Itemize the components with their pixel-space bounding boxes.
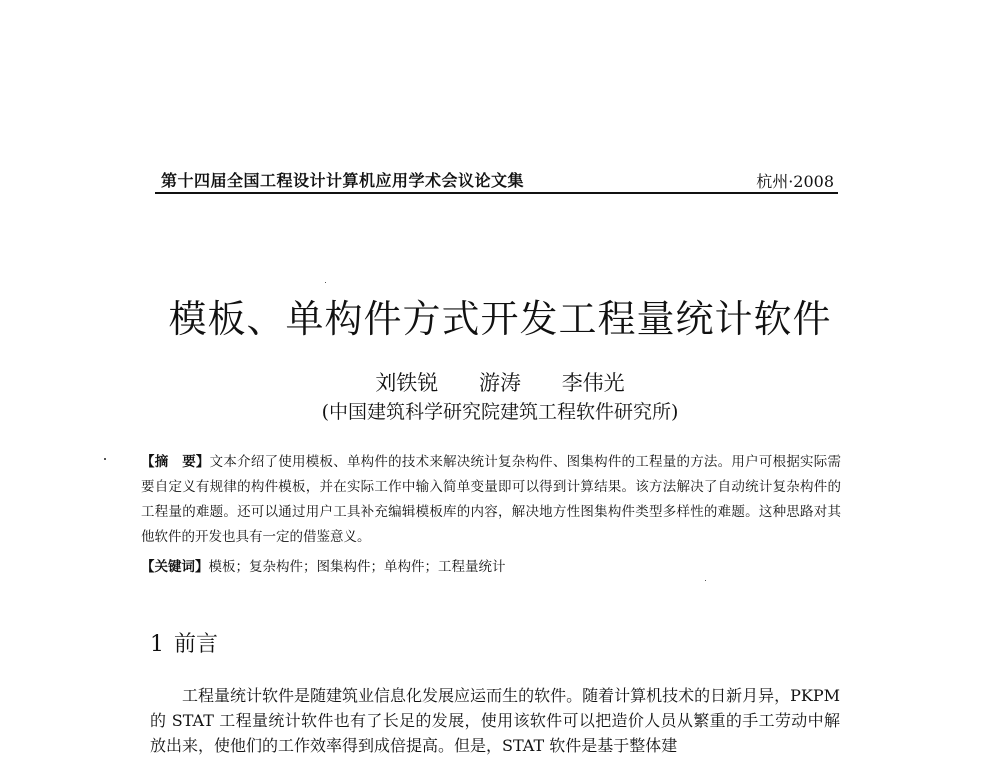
keywords	[141, 555, 841, 575]
abstract	[141, 450, 841, 550]
author-name: 李伟光	[561, 371, 625, 395]
author-list	[0, 367, 1000, 397]
scan-speck	[104, 458, 106, 460]
scan-speck	[705, 580, 706, 581]
scan-speck	[325, 282, 326, 283]
affiliation: (中国建筑科学研究院建筑工程软件研究所)	[321, 401, 679, 423]
section-title: 前言	[174, 632, 219, 657]
running-header	[155, 168, 838, 194]
section-number: 1	[150, 632, 164, 657]
author-name: 游涛	[479, 371, 521, 395]
abstract-text: 文本介绍了使用模板、单构件的技术来解决统计复杂构件、图集构件的工程量的方法。用户可根据实际需要自定义有规律的构件模板，并在实际工作中输入简单变量即可以得到计算结果。该方法解决了自动统计复杂构件的工程量的难题。还可以通过用户工具补充编辑模板库的内容，解决地方性图集构件类型多样性的难题。这种思路对其他软件的开发也具有一定的借鉴意义。	[141, 454, 842, 545]
place-year: 杭州·2008	[756, 172, 834, 191]
journal-name: 第十四届全国工程设计计算机应用学术会议论文集	[161, 171, 525, 190]
body-paragraph: 工程量统计软件是随建筑业信息化发展应运而生的软件。随着计算机技术的日新月异，PKPM 的 STAT 工程量统计软件也有了长足的发展，使用该软件可以把造价人员从繁重的手工劳动中解放出来，使他们的工作效率得到成倍提高。但是，STAT 软件是基于整体建	[150, 686, 840, 755]
keywords-label: 【关键词】	[141, 559, 209, 575]
author-name: 刘铁锐	[375, 371, 439, 395]
keywords-text: 模板；复杂构件；图集构件；单构件；工程量统计	[208, 559, 506, 575]
paper-title: 模板、单构件方式开发工程量统计软件	[168, 297, 832, 341]
abstract-label: 【摘 要】	[141, 454, 210, 470]
section-heading	[150, 627, 218, 658]
